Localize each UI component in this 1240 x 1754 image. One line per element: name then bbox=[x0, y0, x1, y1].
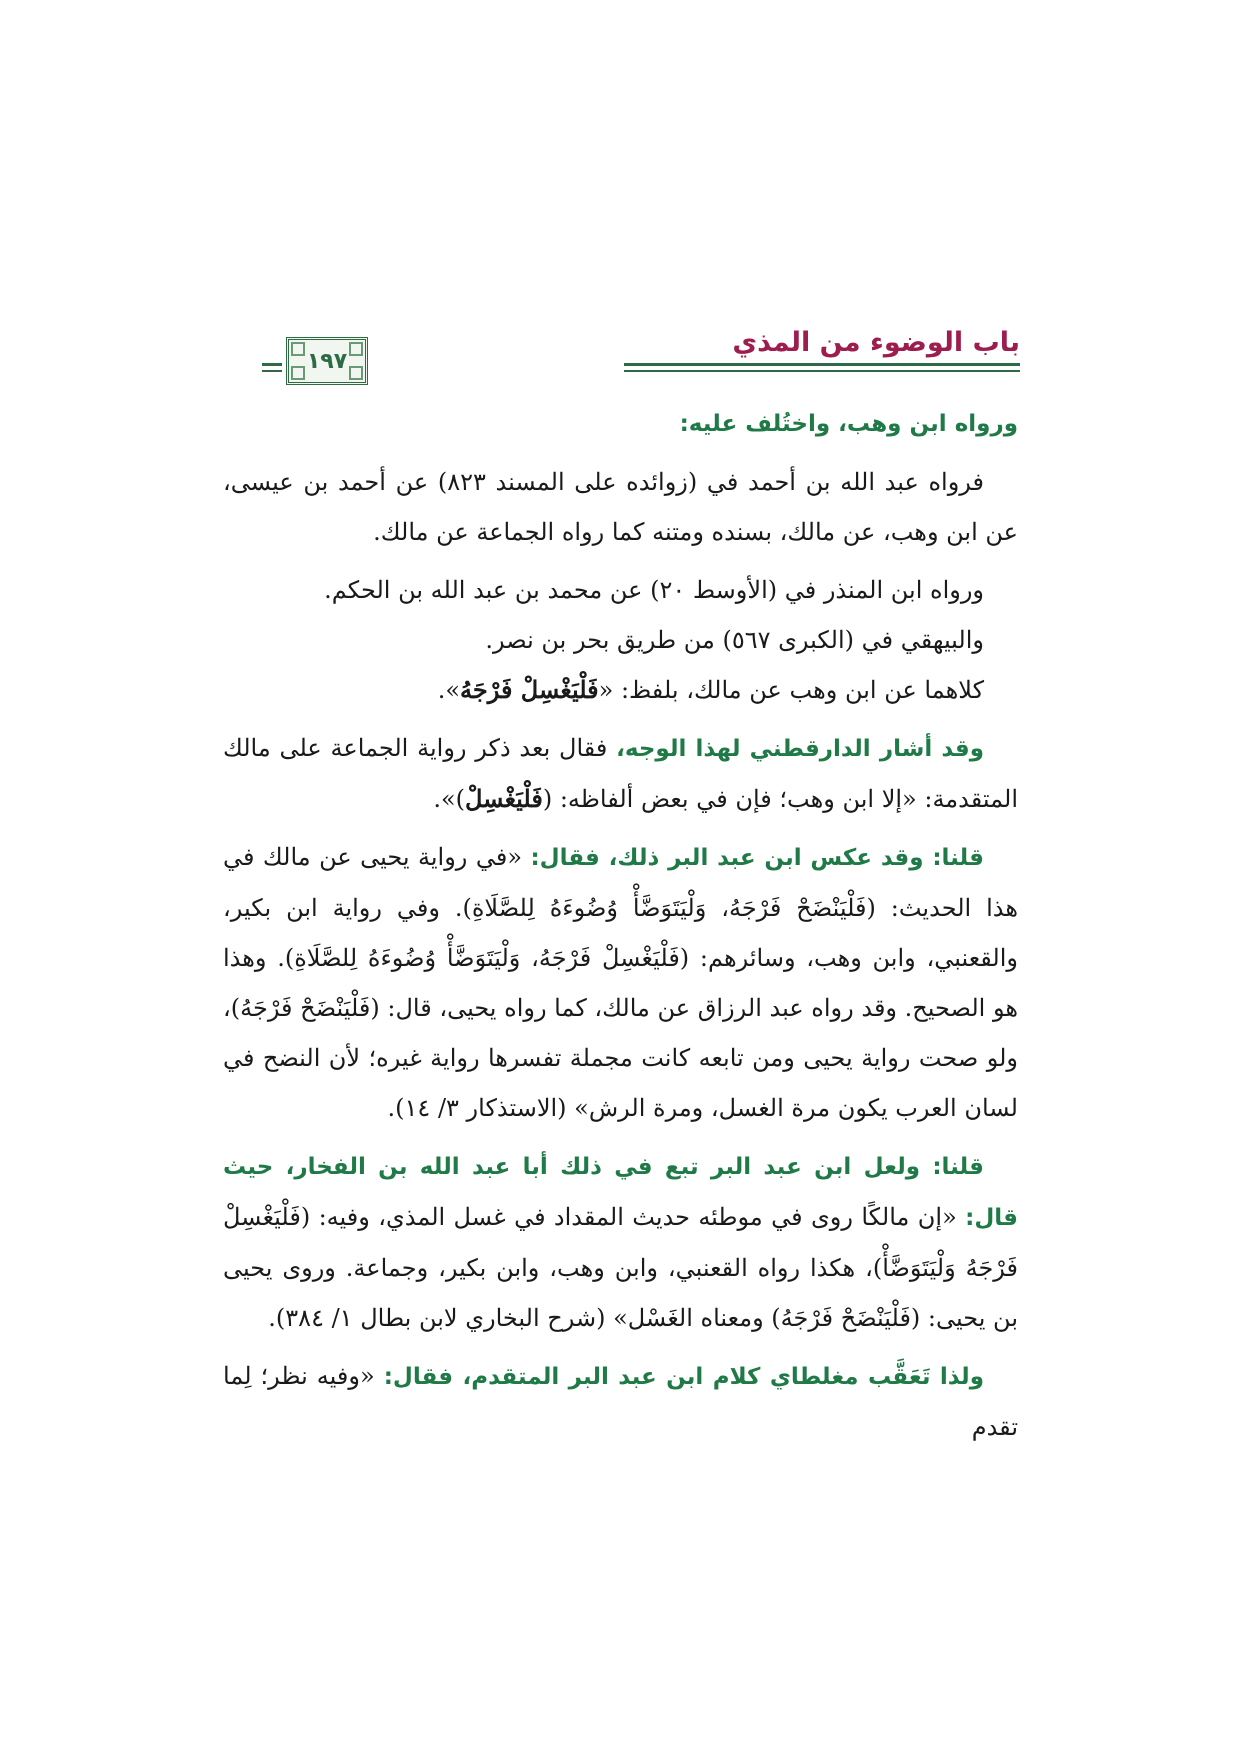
ornament-corner-icon bbox=[349, 342, 363, 356]
p4-post: ». bbox=[437, 676, 461, 704]
ornament-corner-icon bbox=[349, 366, 363, 380]
p7-text: «إن مالكًا روى في موطئه حديث المقداد في غسل المذي، وفيه: (فَلْيَغْسِلْ فَرْجَهُ وَلْيَتَوَضَّأْ)، هكذا رواه القعنبي، وابن وهب، وابن بكير، وجماعة. وروى يحيى بن يحيى: (فَلْيَنْضَحْ فَرْجَهُ) ومعناه الغَسْل» (شرح البخاري لابن بطال ١/ ٣٨٤). bbox=[223, 1203, 1018, 1332]
page-number-badge bbox=[286, 337, 368, 385]
p7-lead: قلنا: ولعل ابن عبد البر تبع في ذلك أبا عبد الله بن الفخار، حيث قال: bbox=[223, 1154, 1018, 1231]
p6-lead: قلنا: وقد عكس ابن عبد البر ذلك، فقال: bbox=[530, 845, 984, 871]
paragraph-6 bbox=[223, 832, 1018, 1133]
p5-text: فقال بعد ذكر رواية الجماعة على مالك المتقدمة: «إلا ابن وهب؛ فإن في بعض ألفاظه: ( bbox=[223, 734, 1018, 813]
section-heading bbox=[223, 398, 1018, 449]
page-header bbox=[262, 325, 1020, 395]
p5-post: )». bbox=[433, 785, 465, 813]
paragraph-5 bbox=[223, 723, 1018, 824]
page-number: ١٩٧ bbox=[306, 348, 348, 374]
ornament-corner-icon bbox=[291, 342, 305, 356]
header-rule-left bbox=[262, 363, 282, 366]
p8-lead: ولذا تَعَقَّب مغلطاي كلام ابن عبد البر المتقدم، فقال: bbox=[383, 1364, 984, 1390]
p6-text: «في رواية يحيى عن مالك في هذا الحديث: (فَلْيَنْضَحْ فَرْجَهُ، وَلْيَتَوَضَّأْ وُضُوءَهُ لِلصَّلَاةِ). وفي رواية ابن بكير، والقعنبي، وابن وهب، وسائرهم: (فَلْيَغْسِلْ فَرْجَهُ، وَلْيَتَوَضَّأْ وُضُوءَهُ لِلصَّلَاةِ). وهذا هو الصحيح. وقد رواه عبد الرزاق عن مالك، كما رواه يحيى، قال: (فَلْيَنْضَحْ فَرْجَهُ)، ولو صحت رواية يحيى ومن تابعه كانت مجملة تفسرها رواية غيره؛ لأن النضح في لسان العرب يكون مرة الغسل، ومرة الرش» (الاستذكار ٣/ ١٤). bbox=[223, 843, 1018, 1122]
p4-text: كلاهما عن ابن وهب عن مالك، بلفظ: « bbox=[598, 676, 984, 704]
paragraph-7 bbox=[223, 1141, 1018, 1343]
section-heading-text: ورواه ابن وهب، واختُلف عليه: bbox=[679, 411, 1018, 437]
header-rule-left-thin bbox=[262, 370, 282, 372]
body-text bbox=[223, 398, 1018, 1460]
paragraph-3: والبيهقي في (الكبرى ٥٦٧) من طريق بحر بن نصر. bbox=[485, 626, 984, 654]
p5-lead: وقد أشار الدارقطني لهذا الوجه، bbox=[616, 736, 984, 762]
p5-bold: فَلْيَغْسِلْ bbox=[465, 784, 543, 813]
chapter-title: باب الوضوء من المذي bbox=[732, 327, 1020, 358]
paragraph-1: فرواه عبد الله بن أحمد في (زوائده على المسند ٨٢٣) عن أحمد بن عيسى، عن ابن وهب، عن مالك، بسنده ومتنه كما رواه الجماعة عن مالك. bbox=[223, 468, 1018, 546]
paragraph-8 bbox=[223, 1351, 1018, 1452]
paragraph-4 bbox=[223, 665, 1018, 715]
p8-text: «وفيه نظر؛ لِما تقدم bbox=[223, 1362, 1018, 1441]
paragraph-2: ورواه ابن المنذر في (الأوسط ٢٠) عن محمد بن عبد الله بن الحكم. bbox=[324, 576, 984, 604]
header-rule bbox=[624, 363, 1020, 366]
header-rule-thin bbox=[624, 370, 1020, 372]
ornament-corner-icon bbox=[291, 366, 305, 380]
p4-bold: فَلْيَغْسِلْ فَرْجَهُ bbox=[460, 675, 599, 704]
